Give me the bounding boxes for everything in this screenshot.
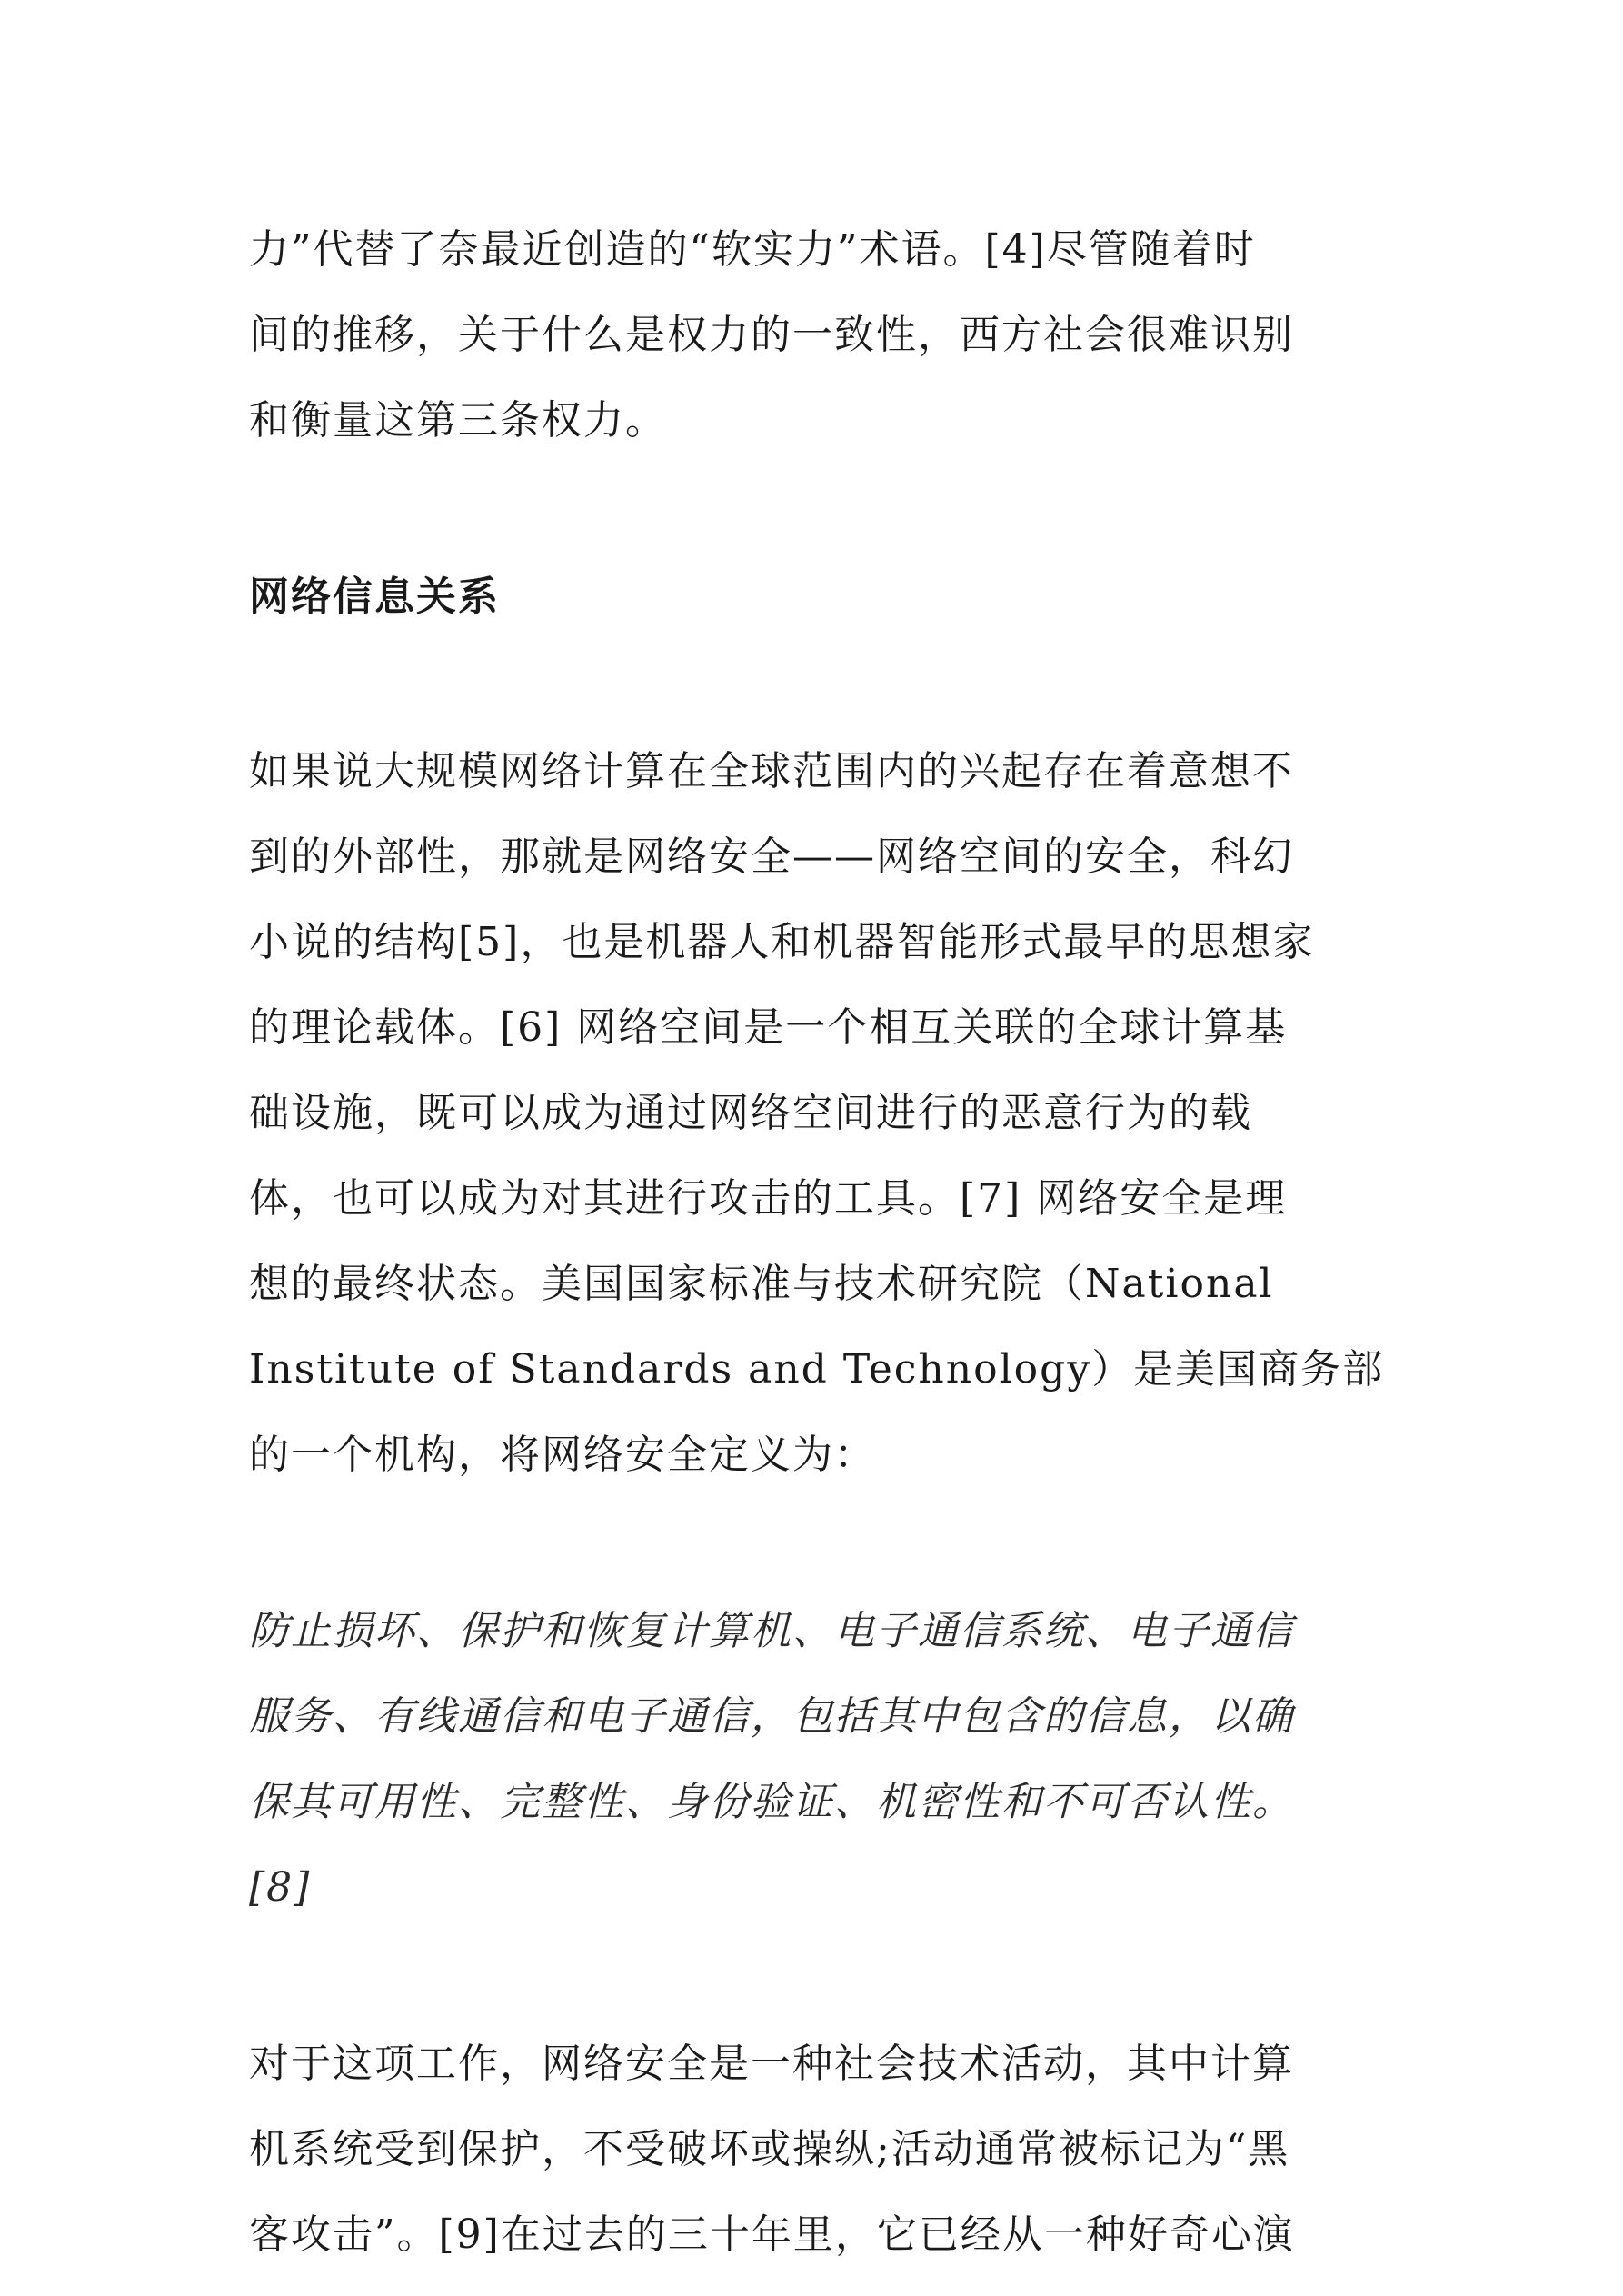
text-line: 力”代替了奈最近创造的“软实力”术语。[4]尽管随着时 — [249, 226, 1256, 273]
quote-line: [8] — [249, 1864, 312, 1911]
document-page — [249, 207, 1385, 2278]
paragraph-hacking — [249, 2021, 1376, 2278]
block-quote — [249, 1589, 1376, 1931]
paragraph-power — [249, 207, 1376, 464]
text-line: 想的最终状态。美国国家标准与技术研究院（National — [249, 1261, 1274, 1307]
paragraph-cyber — [249, 729, 1385, 1498]
text-line: 到的外部性，那就是网络安全——网络空间的安全，科幻 — [249, 834, 1294, 880]
spacer — [249, 1498, 1376, 1589]
quote-line: 防止损坏、保护和恢复计算机、电子通信系统、电子通信 — [249, 1608, 1294, 1654]
text-line: 如果说大规模网络计算在全球范围内的兴起存在着意想不 — [249, 748, 1294, 794]
spacer — [249, 640, 1376, 729]
text-line: 和衡量这第三条权力。 — [249, 397, 667, 444]
text-line: 客攻击”。[9]在过去的三十年里，它已经从一种好奇心演 — [249, 2211, 1295, 2258]
quote-line: 服务、有线通信和电子通信，包括其中包含的信息，以确 — [249, 1693, 1294, 1740]
text-line: 的一个机构，将网络安全定义为： — [249, 1432, 876, 1478]
spacer — [249, 1931, 1376, 2021]
text-line: 对于这项工作，网络安全是一种社会技术活动，其中计算 — [249, 2041, 1294, 2087]
text-line: Institute of Standards and Technology）是美国商务部 — [249, 1346, 1385, 1393]
text-line: 机系统受到保护，不受破坏或操纵;活动通常被标记为“黑 — [249, 2126, 1290, 2172]
quote-line: 保其可用性、完整性、身份验证、机密性和不可否认性。 — [249, 1779, 1294, 1825]
spacer — [249, 464, 1376, 554]
text-line: 体，也可以成为对其进行攻击的工具。[7] 网络安全是理 — [249, 1175, 1288, 1222]
text-line: 础设施，既可以成为通过网络空间进行的恶意行为的载 — [249, 1090, 1252, 1136]
text-line: 间的推移，关于什么是权力的一致性，西方社会很难识别 — [249, 312, 1294, 358]
text-line: 小说的结构[5]，也是机器人和机器智能形式最早的思想家 — [249, 919, 1315, 965]
section-heading: 网络信息关系 — [249, 574, 500, 620]
text-line: 的理论载体。[6] 网络空间是一个相互关联的全球计算基 — [249, 1004, 1288, 1051]
